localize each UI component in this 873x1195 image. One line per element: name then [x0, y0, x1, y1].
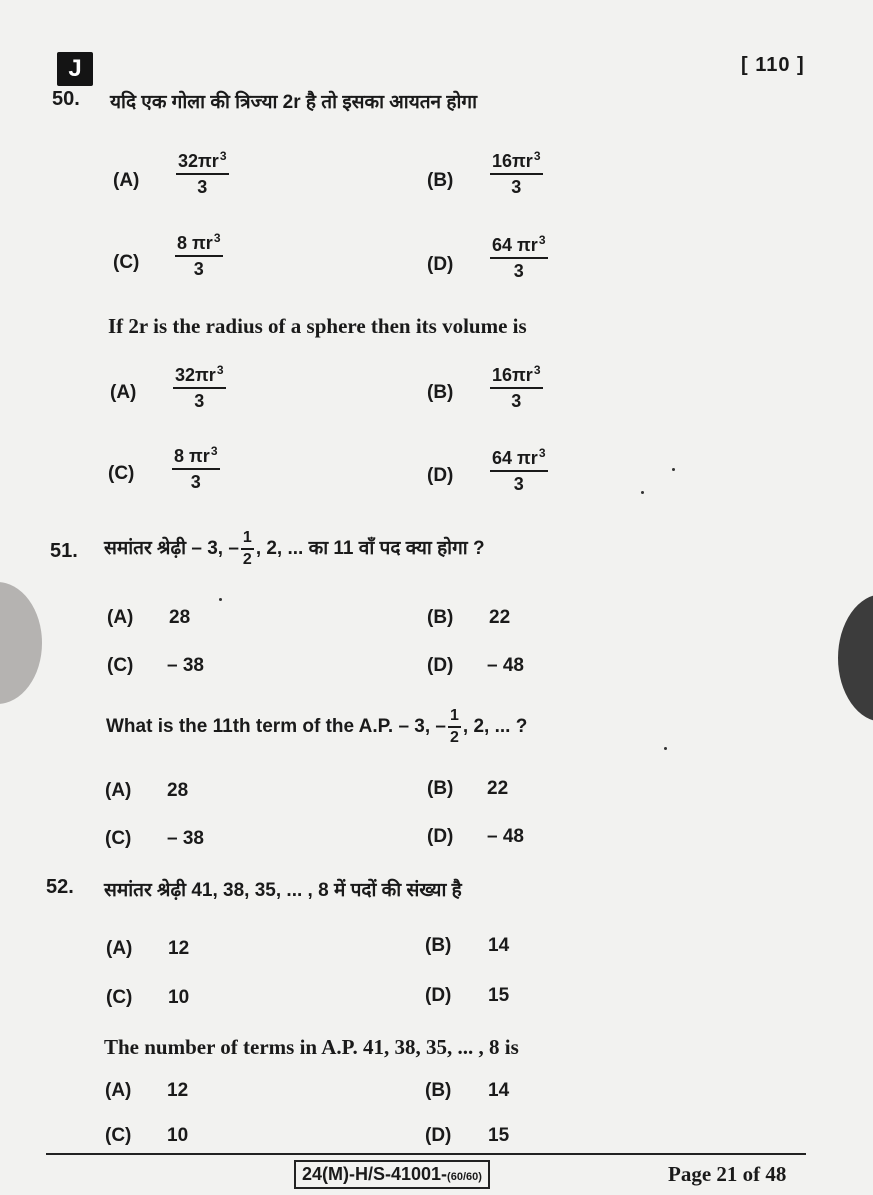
option-fraction: $\frac{32\pi r^3}{3}$: [178, 149, 227, 197]
option-value: 10: [168, 987, 190, 1008]
speck: [672, 468, 675, 471]
set-badge: J: [57, 52, 93, 86]
speck: [664, 747, 667, 750]
option-label: (A): [107, 607, 134, 628]
option-value: – 48: [487, 826, 524, 847]
option-label: (C): [108, 463, 135, 484]
option-fraction: $\frac{16\pi r^3}{3}$: [492, 363, 541, 411]
question-text-hindi-post: , 2, ... का 11 वाँ पद क्या होगा ?: [255, 538, 485, 559]
option-value: 22: [487, 778, 509, 799]
option-value: 15: [488, 985, 510, 1006]
option-label: (D): [427, 655, 454, 676]
question-text-english-pre: What is the 11th term of the A.P. – 3, –: [106, 716, 446, 737]
binder-hole-left: [0, 582, 42, 704]
question-text-english: If 2r is the radius of a sphere then its volume is: [108, 314, 527, 338]
question-text-english-post: , 2, ... ?: [462, 716, 528, 737]
option-label: (B): [427, 382, 454, 403]
option-label: (A): [113, 170, 140, 191]
paper-code-suffix: (60/60): [447, 1171, 482, 1183]
question-text-english: [106, 704, 527, 750]
option-label: (C): [113, 252, 140, 273]
option-label: (D): [425, 1125, 452, 1146]
question-text-hindi: यदि एक गोला की त्रिज्या 2r है तो इसका आयतन होगा: [110, 92, 477, 113]
option-label: (D): [427, 254, 454, 275]
option-fraction: $\frac{8 \pi r^3}{3}$: [174, 444, 218, 492]
speck: [219, 598, 222, 601]
speck: [641, 491, 644, 494]
option-fraction: $\frac{64 \pi r^3}{3}$: [492, 233, 546, 281]
option-fraction: $\frac{16\pi r^3}{3}$: [492, 149, 541, 197]
option-label: (B): [427, 778, 454, 799]
option-label: (A): [105, 780, 132, 801]
binder-hole-right: [838, 594, 873, 722]
option-value: 12: [167, 1080, 189, 1101]
option-label: (D): [427, 465, 454, 486]
option-label: (B): [427, 607, 454, 628]
option-value: – 38: [167, 655, 204, 676]
option-label: (A): [105, 1080, 132, 1101]
option-label: (B): [427, 170, 454, 191]
question-text-hindi-pre: समांतर श्रेढ़ी – 3, –: [104, 538, 239, 559]
question-text-hindi: [104, 526, 485, 572]
option-value: 28: [169, 607, 191, 628]
option-value: 10: [167, 1125, 189, 1146]
option-value: – 38: [167, 828, 204, 849]
option-value: 22: [489, 607, 511, 628]
option-value: 12: [168, 938, 190, 959]
option-value: 14: [488, 1080, 510, 1101]
paper-code-main: 24(M)-H/S-41001-: [302, 1164, 448, 1184]
question-number: 52.: [46, 876, 74, 898]
option-value: 14: [488, 935, 510, 956]
option-label: (C): [105, 1125, 132, 1146]
option-value: 15: [488, 1125, 510, 1146]
option-fraction: $\frac{32\pi r^3}{3}$: [175, 363, 224, 411]
option-label: (A): [110, 382, 137, 403]
paper-code: [294, 1160, 490, 1189]
option-label: (B): [425, 1080, 452, 1101]
option-label: (C): [105, 828, 132, 849]
question-text-english: The number of terms in A.P. 41, 38, 35, ... , 8 is: [104, 1035, 519, 1059]
fraction-one-half: $\frac{1}{2}$: [242, 528, 252, 568]
footer-rule: [46, 1153, 806, 1155]
question-number: 51.: [50, 540, 78, 562]
fraction-one-half: $\frac{1}{2}$: [449, 706, 459, 746]
option-label: (D): [427, 826, 454, 847]
option-label: (C): [106, 987, 133, 1008]
question-text-hindi: समांतर श्रेढ़ी 41, 38, 35, ... , 8 में पदों की संख्या है: [104, 880, 462, 901]
option-value: 28: [167, 780, 189, 801]
question-number: 50.: [52, 88, 80, 110]
option-fraction: $\frac{8 \pi r^3}{3}$: [177, 231, 221, 279]
option-label: (A): [106, 938, 133, 959]
option-label: (C): [107, 655, 134, 676]
option-label: (B): [425, 935, 452, 956]
option-value: – 48: [487, 655, 524, 676]
page-number: Page 21 of 48: [668, 1162, 787, 1186]
page-code: [ 110 ]: [741, 54, 805, 76]
option-label: (D): [425, 985, 452, 1006]
option-fraction: $\frac{64 \pi r^3}{3}$: [492, 446, 546, 494]
